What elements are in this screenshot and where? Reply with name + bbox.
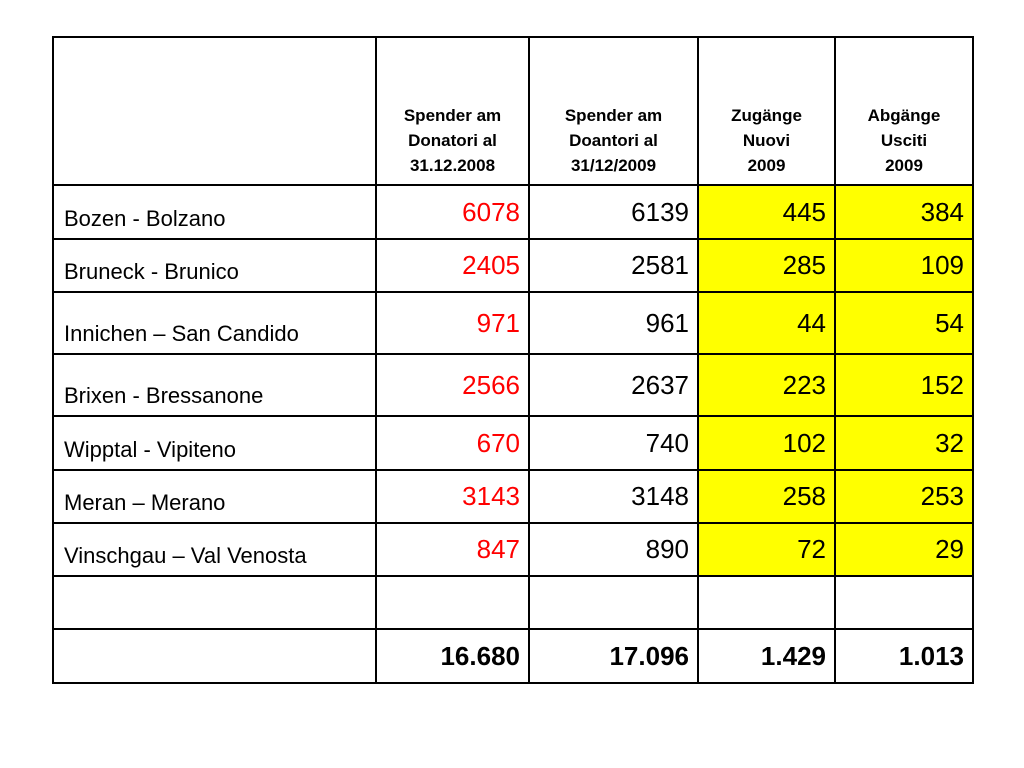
cell-abgaenge: 32 [835,416,973,470]
header-row [53,37,973,185]
cell-zugaenge: 445 [698,185,835,239]
row-name: Brixen - Bressanone [53,354,376,416]
row-name: Bruneck - Brunico [53,239,376,292]
header-spender-2009 [529,37,698,185]
cell-2009: 890 [529,523,698,576]
table-row [53,354,973,416]
cell-zugaenge: 285 [698,239,835,292]
header-spender-2008 [376,37,529,185]
header-line: Zugänge [731,106,802,125]
total-2009: 17.096 [529,629,698,683]
header-line: Usciti [880,131,928,150]
table-row [53,523,973,576]
header-abgaenge [835,37,973,185]
cell-2009: 2637 [529,354,698,416]
cell-2008: 6078 [376,185,529,239]
header-line: 2009 [747,156,786,175]
header-empty-cell [53,37,376,185]
cell-zugaenge: 223 [698,354,835,416]
table-row [53,185,973,239]
header-line: Spender am [403,106,502,125]
empty-row [53,576,973,629]
row-name: Vinschgau – Val Venosta [53,523,376,576]
cell-2008: 847 [376,523,529,576]
table-row [53,239,973,292]
row-name: Meran – Merano [53,470,376,523]
cell-zugaenge: 72 [698,523,835,576]
total-abgaenge: 1.013 [835,629,973,683]
header-line: Doantori al [569,131,658,150]
donor-statistics-table [52,36,974,684]
cell-zugaenge: 44 [698,292,835,354]
cell-2009: 740 [529,416,698,470]
empty-cell [376,576,529,629]
cell-2008: 2405 [376,239,529,292]
cell-abgaenge: 152 [835,354,973,416]
empty-cell [53,576,376,629]
total-zugaenge: 1.429 [698,629,835,683]
table-row [53,292,973,354]
cell-zugaenge: 258 [698,470,835,523]
totals-row [53,629,973,683]
cell-abgaenge: 54 [835,292,973,354]
empty-cell [698,576,835,629]
header-line: 2009 [885,156,923,175]
cell-2008: 670 [376,416,529,470]
cell-abgaenge: 253 [835,470,973,523]
empty-cell [529,576,698,629]
row-name: Innichen – San Candido [53,292,376,354]
cell-abgaenge: 29 [835,523,973,576]
cell-abgaenge: 384 [835,185,973,239]
table-row [53,416,973,470]
row-name: Bozen - Bolzano [53,185,376,239]
header-line: Abgänge [867,106,941,125]
cell-2008: 971 [376,292,529,354]
cell-2009: 6139 [529,185,698,239]
header-line: Nuovi [742,131,791,150]
cell-zugaenge: 102 [698,416,835,470]
header-line: 31/12/2009 [570,156,657,175]
table-row [53,470,973,523]
header-line: Donatori al [408,131,497,150]
header-line: Spender am [564,106,663,125]
cell-2009: 2581 [529,239,698,292]
row-name: Wipptal - Vipiteno [53,416,376,470]
cell-2008: 3143 [376,470,529,523]
cell-2009: 961 [529,292,698,354]
cell-2009: 3148 [529,470,698,523]
cell-2008: 2566 [376,354,529,416]
totals-label-cell [53,629,376,683]
header-line: 31.12.2008 [409,156,496,175]
header-zugaenge [698,37,835,185]
cell-abgaenge: 109 [835,239,973,292]
empty-cell [835,576,973,629]
total-2008: 16.680 [376,629,529,683]
